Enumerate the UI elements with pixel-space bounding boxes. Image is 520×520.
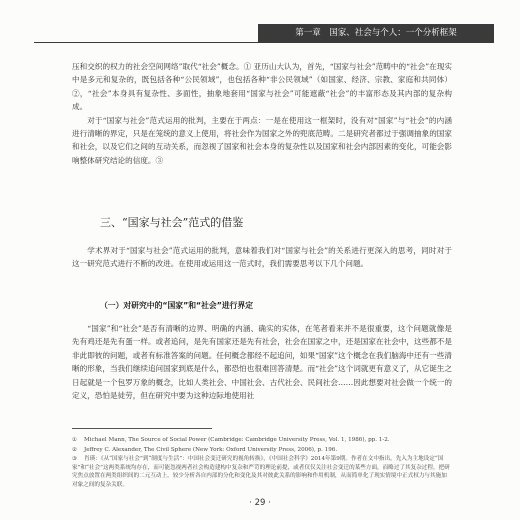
- paragraph-1: 压和交织的权力的社会空间网络”取代“社会”概念。① 亚历山大认为，首先，“国家与社会”范畴中的“社会”在现实中是多元和复杂的，既包括各种“公民领域”，也包括各种“非公民领域”（如国家、经济、宗教、家庭和共同体）②，“社会”本身具有复杂性、多面性，抽象地套用“国家与社会”可能遮蔽“社会”的丰富形态及其内部的复杂构成。: [72, 62, 452, 112]
- page-number: · 29 ·: [249, 498, 271, 508]
- footnote-text: Jeffrey C. Alexander, The Civil Sphere (New York: Oxford University Press, 2006), p. 196.: [84, 446, 338, 453]
- footnote-mark: ②: [72, 446, 78, 453]
- footnote-text: Michael Mann, The Source of Social Power (Cambridge: Cambridge University Press, Vol. 1, 1986), pp. 1-2.: [84, 437, 390, 443]
- footnote-1: [72, 436, 452, 445]
- footnote-text: 肖瑛：《从“国家与社会”到“制度与生活”：中国社会变迁研究的视角转换》，《中国社会科学》2014年第9期。作者在文中指出，先入为主地设定“国家”和“社会”这两类系统均存在，而可能忽视两者社会构造建构中复杂和严苛的理论前提，或者仅仅关注社会变迁的某些方面，而略过了其复杂过程，把研究焦点放置在两类组织间的二元互动上，较少分析各自内部的分化和变化及其对彼此关系的影响和作用机制，从而简单化了现实情境中正式权力与其施加对象之间的复杂关联。: [72, 456, 450, 488]
- paragraph-3: 学术界对于“国家与社会”范式运用的批判，意味着我们对“国家与社会”的关系进行更深入的思考，同时对于这一研究范式进行不断的改进。在使用或运用这一范式时，我们需要思考以下几个问题。: [72, 246, 452, 269]
- footnote-mark: ③: [72, 456, 78, 463]
- section-heading: 三、“国家与社会”范式的借鉴: [100, 216, 244, 229]
- footnote-2: [72, 446, 452, 455]
- paragraph-2: 对于“国家与社会”范式运用的批判，主要在于两点：一是在使用这一框架时，没有对“国家”与“社会”的内涵进行清晰的界定，只是在笼统的意义上使用，将社会作为国家之外的兜底范畴。二是研究者都过于强调抽象的国家和社会，以及它们之间的互动关系，而忽视了国家和社会本身的复杂性以及国家和社会内部因素的变化，可能会影响整体研究结论的信度。③: [72, 115, 452, 165]
- chapter-header: 第一章 国家、社会与个人：一个分析框架: [258, 24, 494, 42]
- footnote-3: [72, 455, 452, 489]
- subsection-heading: （一）对研究中的“国家”和“社会”进行界定: [100, 301, 254, 310]
- header-rule: [34, 42, 494, 43]
- footnotes: [72, 436, 452, 491]
- body-block-top: [72, 60, 452, 167]
- footnote-rule: [72, 428, 212, 429]
- footnote-mark: ①: [72, 437, 78, 443]
- paragraph-4: “国家”和“社会”是否有清晰的边界、明确的内涵、确实的实体，在笔者看来并不是很重要，这个问题就像是先有鸡还是先有蛋一样。或者追问，是先有国家还是先有社会，社会在国家之中，还是国家在社会中，这些都不是非此即彼的问题，或者有标准答案的问题。任何概念都经不起追问，如果“国家”这个概念在我们脑海中还有一些清晰的形象，当我们继续追问国家到底是什么，都恐怕也很难回答清楚。而“社会”这个词就更有意义了，从它诞生之日起就是一个包罗万象的概念，比如人类社会、中国社会、古代社会、民间社会……因此想要对社会做一个统一的定义，恐怕是徒劳，但在研究中要为这种边际地使用社: [72, 324, 452, 401]
